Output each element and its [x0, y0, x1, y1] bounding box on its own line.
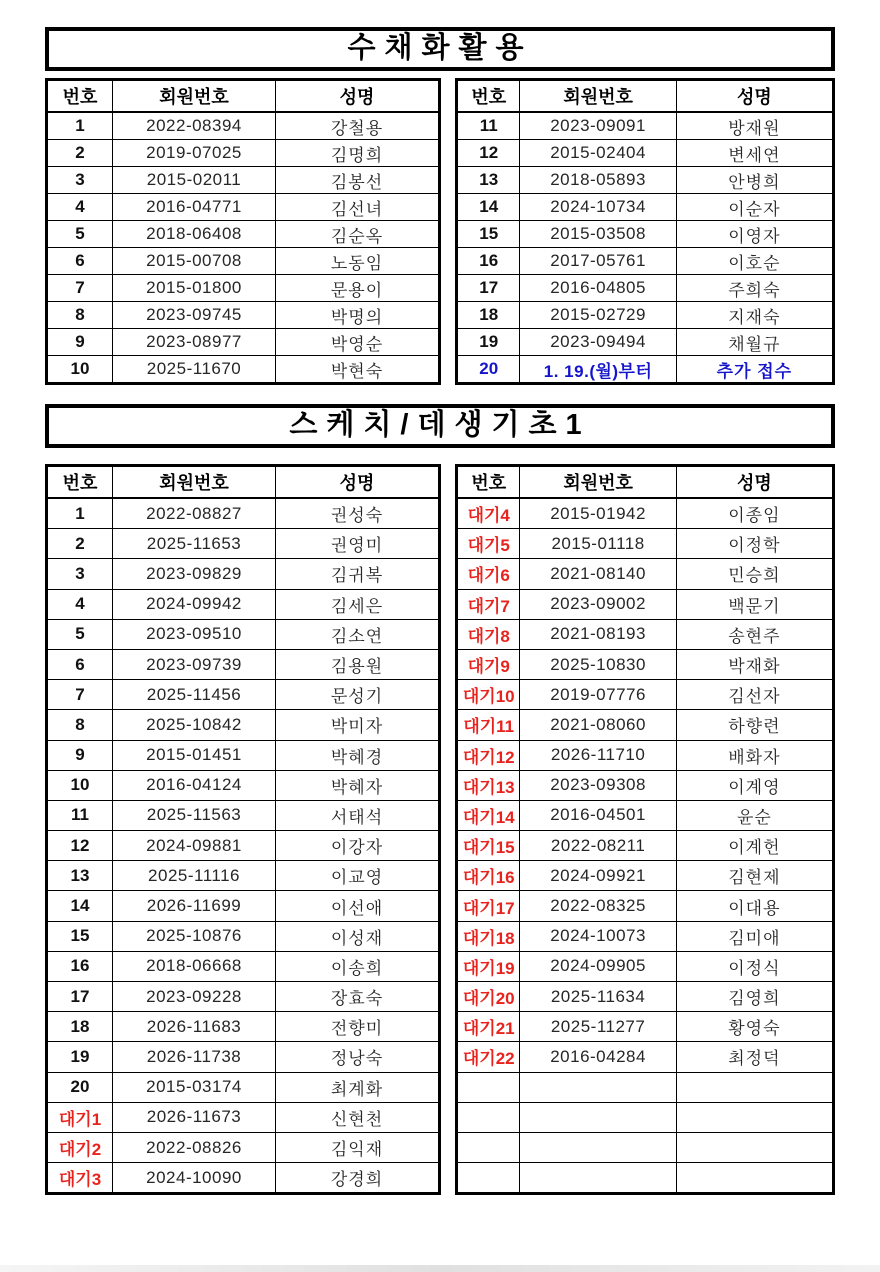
name-cell: 문용이 [276, 275, 440, 302]
table-row [457, 1042, 834, 1072]
table-row [457, 649, 834, 679]
row-no-cell: 대기12 [457, 740, 520, 770]
header-row [47, 466, 440, 499]
row-no-cell: 1 [47, 112, 113, 140]
member-no-cell: 2019-07025 [113, 140, 276, 167]
member-no-cell [520, 1072, 676, 1102]
column-header: 성명 [676, 80, 833, 113]
column-header: 회원번호 [113, 80, 276, 113]
roster-page [0, 27, 880, 1272]
member-no-cell: 2023-09494 [520, 329, 676, 356]
row-no-cell: 대기13 [457, 770, 520, 800]
row-no-cell: 대기3 [47, 1163, 113, 1194]
row-no-cell: 3 [47, 167, 113, 194]
watercolor-title: 수채화활용 [347, 31, 533, 64]
row-no-cell: 8 [47, 710, 113, 740]
row-no-cell: 대기10 [457, 680, 520, 710]
name-cell: 이선애 [276, 891, 440, 921]
name-cell: 이정학 [676, 529, 833, 559]
name-cell: 김용원 [276, 649, 440, 679]
member-no-cell: 2024-09921 [520, 861, 676, 891]
name-cell: 김귀복 [276, 559, 440, 589]
member-no-cell: 2022-08211 [520, 831, 676, 861]
member-no-cell: 2025-11634 [520, 982, 676, 1012]
table-row [47, 275, 440, 302]
row-no-cell: 4 [47, 589, 113, 619]
member-no-cell: 2015-03174 [113, 1072, 276, 1102]
row-no-cell: 대기21 [457, 1012, 520, 1042]
table-row [457, 891, 834, 921]
member-no-cell [520, 1163, 676, 1194]
name-cell: 김세은 [276, 589, 440, 619]
name-cell: 이대용 [676, 891, 833, 921]
row-no-cell: 11 [47, 800, 113, 830]
row-no-cell: 16 [457, 248, 520, 275]
table-row [457, 275, 834, 302]
member-no-cell: 2015-01942 [520, 498, 676, 529]
member-no-cell: 2024-10090 [113, 1163, 276, 1194]
table-row [457, 356, 834, 384]
column-header: 성명 [276, 466, 440, 499]
name-cell: 강철용 [276, 112, 440, 140]
member-no-cell: 2015-02729 [520, 302, 676, 329]
member-no-cell: 2023-09091 [520, 112, 676, 140]
table-row [47, 112, 440, 140]
member-no-cell: 2021-08060 [520, 710, 676, 740]
name-cell: 박영순 [276, 329, 440, 356]
row-no-cell: 대기4 [457, 498, 520, 529]
table-row [457, 831, 834, 861]
name-cell: 송현주 [676, 619, 833, 649]
table-row [47, 589, 440, 619]
name-cell: 안병희 [676, 167, 833, 194]
row-no-cell: 19 [457, 329, 520, 356]
table-row [47, 559, 440, 589]
member-no-cell: 2018-06408 [113, 221, 276, 248]
name-cell: 이순자 [676, 194, 833, 221]
table-row [47, 649, 440, 679]
member-no-cell: 2024-09881 [113, 831, 276, 861]
member-no-cell: 1. 19.(월)부터 [520, 356, 676, 384]
table-row [457, 559, 834, 589]
row-no-cell: 18 [457, 302, 520, 329]
name-cell: 김선녀 [276, 194, 440, 221]
row-no-cell: 8 [47, 302, 113, 329]
sketch-title-box [45, 404, 835, 448]
member-no-cell: 2025-11563 [113, 800, 276, 830]
name-cell: 권영미 [276, 529, 440, 559]
table-row [457, 112, 834, 140]
name-cell: 이정식 [676, 951, 833, 981]
row-no-cell: 12 [457, 140, 520, 167]
table-row [457, 1012, 834, 1042]
row-no-cell: 대기16 [457, 861, 520, 891]
row-no-cell: 대기1 [47, 1102, 113, 1132]
name-cell: 배화자 [676, 740, 833, 770]
table-row [457, 529, 834, 559]
name-cell: 박재화 [676, 649, 833, 679]
watercolor-title-box [45, 27, 835, 71]
name-cell: 정낭숙 [276, 1042, 440, 1072]
row-no-cell: 2 [47, 529, 113, 559]
table-row [47, 356, 440, 384]
name-cell: 박명의 [276, 302, 440, 329]
table-row [47, 951, 440, 981]
row-no-cell: 대기7 [457, 589, 520, 619]
member-no-cell: 2025-11670 [113, 356, 276, 384]
row-no-cell: 17 [457, 275, 520, 302]
column-header: 회원번호 [520, 80, 676, 113]
name-cell: 백문기 [676, 589, 833, 619]
member-no-cell: 2018-06668 [113, 951, 276, 981]
name-cell: 문성기 [276, 680, 440, 710]
table-row [47, 1102, 440, 1132]
row-no-cell: 대기5 [457, 529, 520, 559]
member-no-cell [520, 1132, 676, 1162]
member-no-cell: 2026-11699 [113, 891, 276, 921]
name-cell: 최계화 [276, 1072, 440, 1102]
table-row [457, 1102, 834, 1132]
table-row [47, 680, 440, 710]
member-no-cell: 2015-01451 [113, 740, 276, 770]
table-row [457, 498, 834, 529]
member-no-cell: 2023-09745 [113, 302, 276, 329]
row-no-cell: 대기19 [457, 951, 520, 981]
row-no-cell: 14 [47, 891, 113, 921]
row-no-cell: 13 [457, 167, 520, 194]
name-cell: 김영희 [676, 982, 833, 1012]
table-row [47, 1072, 440, 1102]
row-no-cell: 대기2 [47, 1132, 113, 1162]
row-no-cell: 15 [47, 921, 113, 951]
table-row [47, 529, 440, 559]
name-cell: 김봉선 [276, 167, 440, 194]
name-cell: 최정덕 [676, 1042, 833, 1072]
member-no-cell: 2021-08140 [520, 559, 676, 589]
member-no-cell: 2023-09002 [520, 589, 676, 619]
member-no-cell: 2025-10842 [113, 710, 276, 740]
row-no-cell: 대기22 [457, 1042, 520, 1072]
watercolor-tables [45, 78, 835, 385]
name-cell: 김익재 [276, 1132, 440, 1162]
table-row [47, 221, 440, 248]
table-row [47, 194, 440, 221]
table-row [457, 710, 834, 740]
row-no-cell [457, 1132, 520, 1162]
name-cell: 이호순 [676, 248, 833, 275]
column-header: 번호 [457, 80, 520, 113]
row-no-cell: 대기6 [457, 559, 520, 589]
name-cell: 윤순 [676, 800, 833, 830]
name-cell: 김미애 [676, 921, 833, 951]
name-cell: 이계헌 [676, 831, 833, 861]
row-no-cell: 대기14 [457, 800, 520, 830]
row-no-cell: 대기11 [457, 710, 520, 740]
row-no-cell: 7 [47, 275, 113, 302]
member-no-cell: 2023-09308 [520, 770, 676, 800]
member-no-cell: 2023-09739 [113, 649, 276, 679]
name-cell: 김명희 [276, 140, 440, 167]
name-cell: 김순옥 [276, 221, 440, 248]
member-no-cell: 2019-07776 [520, 680, 676, 710]
table-row [47, 248, 440, 275]
watercolor-right-table [455, 78, 835, 385]
name-cell [676, 1102, 833, 1132]
row-no-cell: 15 [457, 221, 520, 248]
table-row [47, 831, 440, 861]
member-no-cell: 2026-11683 [113, 1012, 276, 1042]
table-row [457, 194, 834, 221]
member-no-cell: 2026-11738 [113, 1042, 276, 1072]
column-header: 번호 [457, 466, 520, 499]
name-cell: 김선자 [676, 680, 833, 710]
table-row [457, 861, 834, 891]
row-no-cell: 20 [47, 1072, 113, 1102]
table-row [47, 329, 440, 356]
member-no-cell: 2016-04501 [520, 800, 676, 830]
table-row [47, 861, 440, 891]
name-cell: 권성숙 [276, 498, 440, 529]
table-row [457, 329, 834, 356]
member-no-cell [520, 1102, 676, 1132]
table-row [47, 982, 440, 1012]
member-no-cell: 2025-11456 [113, 680, 276, 710]
sketch-right-table [455, 464, 835, 1195]
name-cell: 전향미 [276, 1012, 440, 1042]
table-row [457, 619, 834, 649]
row-no-cell: 대기9 [457, 649, 520, 679]
member-no-cell: 2024-10073 [520, 921, 676, 951]
row-no-cell: 18 [47, 1012, 113, 1042]
row-no-cell: 7 [47, 680, 113, 710]
sketch-left-table [45, 464, 441, 1195]
name-cell: 서태석 [276, 800, 440, 830]
header-row [47, 80, 440, 113]
member-no-cell: 2025-10876 [113, 921, 276, 951]
column-header: 회원번호 [520, 466, 676, 499]
member-no-cell: 2016-04771 [113, 194, 276, 221]
member-no-cell: 2025-11277 [520, 1012, 676, 1042]
member-no-cell: 2023-09510 [113, 619, 276, 649]
row-no-cell: 6 [47, 248, 113, 275]
column-header: 회원번호 [113, 466, 276, 499]
table-row [47, 498, 440, 529]
table-row [457, 921, 834, 951]
name-cell: 이강자 [276, 831, 440, 861]
row-no-cell: 19 [47, 1042, 113, 1072]
table-row [457, 800, 834, 830]
name-cell: 노동임 [276, 248, 440, 275]
row-no-cell: 10 [47, 356, 113, 384]
table-row [457, 951, 834, 981]
name-cell [676, 1072, 833, 1102]
table-row [47, 800, 440, 830]
section-sketch [45, 404, 835, 1195]
row-no-cell [457, 1102, 520, 1132]
row-no-cell [457, 1163, 520, 1194]
table-row [47, 302, 440, 329]
name-cell: 추가 접수 [676, 356, 833, 384]
name-cell: 이종임 [676, 498, 833, 529]
table-row [47, 921, 440, 951]
name-cell: 강경희 [276, 1163, 440, 1194]
row-no-cell: 10 [47, 770, 113, 800]
table-row [47, 140, 440, 167]
table-row [47, 1132, 440, 1162]
member-no-cell: 2018-05893 [520, 167, 676, 194]
row-no-cell: 4 [47, 194, 113, 221]
name-cell: 변세연 [676, 140, 833, 167]
table-row [47, 770, 440, 800]
sketch-tables [45, 464, 835, 1195]
table-row [457, 167, 834, 194]
section-watercolor [45, 27, 835, 385]
watercolor-left-table [45, 78, 441, 385]
column-header: 번호 [47, 466, 113, 499]
row-no-cell: 대기18 [457, 921, 520, 951]
name-cell: 민승희 [676, 559, 833, 589]
row-no-cell: 대기20 [457, 982, 520, 1012]
member-no-cell: 2025-11116 [113, 861, 276, 891]
row-no-cell: 1 [47, 498, 113, 529]
member-no-cell: 2015-00708 [113, 248, 276, 275]
table-row [47, 167, 440, 194]
member-no-cell: 2025-11653 [113, 529, 276, 559]
row-no-cell: 3 [47, 559, 113, 589]
page-edge-shadow [0, 1265, 880, 1272]
column-header: 번호 [47, 80, 113, 113]
member-no-cell: 2022-08394 [113, 112, 276, 140]
table-row [47, 1163, 440, 1194]
row-no-cell: 13 [47, 861, 113, 891]
name-cell: 하향련 [676, 710, 833, 740]
name-cell: 박혜경 [276, 740, 440, 770]
table-row [457, 1163, 834, 1194]
name-cell: 김소연 [276, 619, 440, 649]
table-row [457, 302, 834, 329]
name-cell: 채월규 [676, 329, 833, 356]
member-no-cell: 2022-08827 [113, 498, 276, 529]
row-no-cell: 5 [47, 221, 113, 248]
member-no-cell: 2022-08826 [113, 1132, 276, 1162]
member-no-cell: 2016-04284 [520, 1042, 676, 1072]
row-no-cell: 9 [47, 740, 113, 770]
row-no-cell: 16 [47, 951, 113, 981]
member-no-cell: 2023-09829 [113, 559, 276, 589]
name-cell [676, 1163, 833, 1194]
table-row [47, 619, 440, 649]
member-no-cell: 2024-10734 [520, 194, 676, 221]
name-cell: 박혜자 [276, 770, 440, 800]
row-no-cell: 대기8 [457, 619, 520, 649]
table-row [47, 1012, 440, 1042]
column-header: 성명 [676, 466, 833, 499]
table-row [457, 248, 834, 275]
row-no-cell: 12 [47, 831, 113, 861]
member-no-cell: 2015-01800 [113, 275, 276, 302]
name-cell: 방재원 [676, 112, 833, 140]
table-row [47, 710, 440, 740]
name-cell: 황영숙 [676, 1012, 833, 1042]
member-no-cell: 2015-01118 [520, 529, 676, 559]
name-cell: 장효숙 [276, 982, 440, 1012]
member-no-cell: 2021-08193 [520, 619, 676, 649]
table-row [457, 1072, 834, 1102]
name-cell: 신현천 [276, 1102, 440, 1132]
table-row [457, 589, 834, 619]
member-no-cell: 2026-11710 [520, 740, 676, 770]
row-no-cell: 14 [457, 194, 520, 221]
table-row [457, 770, 834, 800]
table-row [457, 740, 834, 770]
table-row [457, 1132, 834, 1162]
row-no-cell: 대기17 [457, 891, 520, 921]
member-no-cell: 2017-05761 [520, 248, 676, 275]
row-no-cell: 11 [457, 112, 520, 140]
row-no-cell: 17 [47, 982, 113, 1012]
member-no-cell: 2023-09228 [113, 982, 276, 1012]
row-no-cell: 20 [457, 356, 520, 384]
member-no-cell: 2025-10830 [520, 649, 676, 679]
column-header: 성명 [276, 80, 440, 113]
table-row [457, 221, 834, 248]
member-no-cell: 2015-03508 [520, 221, 676, 248]
name-cell: 이성재 [276, 921, 440, 951]
name-cell: 박미자 [276, 710, 440, 740]
sketch-title: 스케치/데생기초1 [289, 408, 591, 441]
header-row [457, 80, 834, 113]
member-no-cell: 2023-08977 [113, 329, 276, 356]
name-cell: 이송희 [276, 951, 440, 981]
name-cell: 이계영 [676, 770, 833, 800]
table-row [457, 680, 834, 710]
row-no-cell: 대기15 [457, 831, 520, 861]
row-no-cell: 2 [47, 140, 113, 167]
row-no-cell: 5 [47, 619, 113, 649]
name-cell [676, 1132, 833, 1162]
table-row [457, 140, 834, 167]
member-no-cell: 2026-11673 [113, 1102, 276, 1132]
name-cell: 김현제 [676, 861, 833, 891]
name-cell: 이교영 [276, 861, 440, 891]
table-row [47, 1042, 440, 1072]
member-no-cell: 2016-04124 [113, 770, 276, 800]
name-cell: 박현숙 [276, 356, 440, 384]
row-no-cell: 9 [47, 329, 113, 356]
table-row [47, 891, 440, 921]
member-no-cell: 2015-02404 [520, 140, 676, 167]
name-cell: 이영자 [676, 221, 833, 248]
name-cell: 지재숙 [676, 302, 833, 329]
row-no-cell [457, 1072, 520, 1102]
table-row [457, 982, 834, 1012]
header-row [457, 466, 834, 499]
member-no-cell: 2024-09905 [520, 951, 676, 981]
table-row [47, 740, 440, 770]
member-no-cell: 2024-09942 [113, 589, 276, 619]
member-no-cell: 2022-08325 [520, 891, 676, 921]
name-cell: 주희숙 [676, 275, 833, 302]
member-no-cell: 2016-04805 [520, 275, 676, 302]
member-no-cell: 2015-02011 [113, 167, 276, 194]
row-no-cell: 6 [47, 649, 113, 679]
